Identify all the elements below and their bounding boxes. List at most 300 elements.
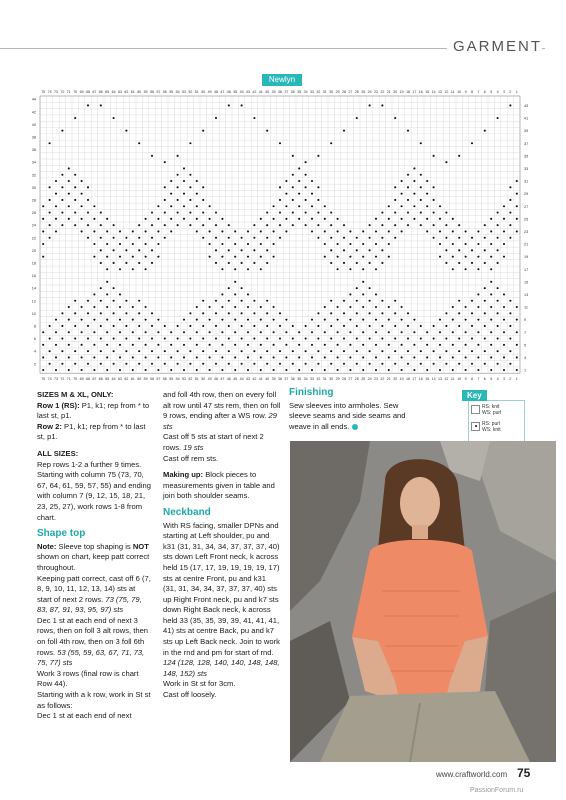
purl-stitch <box>292 199 294 201</box>
chart-row-label: 14 <box>31 286 36 291</box>
purl-stitch <box>145 344 147 346</box>
purl-stitch <box>234 230 236 232</box>
purl-stitch <box>247 230 249 232</box>
purl-stitch <box>202 350 204 352</box>
purl-stitch <box>61 212 63 214</box>
purl-stitch <box>413 356 415 358</box>
purl-stitch <box>202 130 204 132</box>
neckband-p5: Cast off loosely. <box>163 690 217 700</box>
purl-stitch <box>324 319 326 321</box>
purl-stitch <box>145 356 147 358</box>
purl-stitch <box>87 312 89 314</box>
purl-stitch <box>164 212 166 214</box>
purl-stitch <box>93 205 95 207</box>
purl-stitch <box>362 344 364 346</box>
chart-col-label: 29 <box>335 90 340 94</box>
purl-stitch <box>241 325 243 327</box>
purl-stitch <box>445 237 447 239</box>
purl-stitch <box>477 306 479 308</box>
purl-stitch <box>87 224 89 226</box>
chart-col-label: 20 <box>393 90 398 94</box>
purl-stitch <box>477 319 479 321</box>
purl-stitch <box>266 224 268 226</box>
purl-stitch <box>381 212 383 214</box>
chart-col-label: 16 <box>418 377 423 382</box>
key-row-2-ws: WS: knit <box>482 427 501 433</box>
purl-stitch <box>177 174 179 176</box>
purl-stitch <box>369 325 371 327</box>
purl-stitch <box>132 306 134 308</box>
purl-stitch <box>503 331 505 333</box>
purl-stitch <box>413 167 415 169</box>
purl-stitch <box>241 237 243 239</box>
purl-stitch <box>509 237 511 239</box>
shape-p2-count: 53 (55, 59, 63, 67, 71, 73, 75, 77) sts <box>37 647 145 668</box>
chart-col-label: 26 <box>354 377 359 382</box>
purl-stitch <box>189 224 191 226</box>
purl-stitch <box>177 350 179 352</box>
purl-stitch <box>305 350 307 352</box>
purl-stitch <box>458 338 460 340</box>
purl-stitch <box>503 369 505 371</box>
purl-stitch <box>221 319 223 321</box>
purl-stitch <box>490 268 492 270</box>
purl-stitch <box>490 230 492 232</box>
purl-stitch <box>509 212 511 214</box>
purl-stitch <box>189 186 191 188</box>
knitting-chart <box>28 84 540 384</box>
purl-stitch <box>215 212 217 214</box>
chart-col-label: 66 <box>98 377 103 382</box>
purl-stitch <box>305 224 307 226</box>
purl-stitch <box>497 338 499 340</box>
purl-stitch <box>61 312 63 314</box>
purl-stitch <box>388 243 390 245</box>
chart-row-label: 29 <box>524 192 529 197</box>
chart-row-label: 26 <box>31 211 36 216</box>
purl-stitch <box>81 306 83 308</box>
purl-stitch <box>183 193 185 195</box>
purl-stitch <box>401 356 403 358</box>
purl-stitch <box>170 180 172 182</box>
purl-stitch <box>375 331 377 333</box>
purl-stitch <box>381 363 383 365</box>
purl-stitch <box>177 212 179 214</box>
purl-stitch <box>324 230 326 232</box>
purl-stitch <box>196 218 198 220</box>
purl-stitch <box>234 281 236 283</box>
purl-stitch <box>388 344 390 346</box>
chart-row-label: 6 <box>33 337 36 342</box>
purl-stitch <box>394 199 396 201</box>
purl-stitch <box>516 180 518 182</box>
purl-stitch <box>215 262 217 264</box>
purl-stitch <box>509 363 511 365</box>
purl-stitch <box>266 312 268 314</box>
chart-col-label: 36 <box>290 90 295 94</box>
chart-col-label: 1 <box>515 90 518 94</box>
purl-stitch <box>497 237 499 239</box>
purl-stitch <box>221 369 223 371</box>
purl-stitch <box>234 319 236 321</box>
neckband-p4: Work in St st for 3cm. <box>163 679 236 689</box>
purl-stitch <box>279 325 281 327</box>
purl-stitch <box>151 325 153 327</box>
purl-stitch <box>305 186 307 188</box>
chart-col-label: 46 <box>226 377 231 382</box>
purl-stitch <box>189 212 191 214</box>
mid-p1: and foll 4th row, then on every foll alt row until 47 sts rem, then on foll 9 rows, ending after a WS row. <box>163 390 281 421</box>
purl-stitch <box>337 256 339 258</box>
purl-stitch <box>401 306 403 308</box>
purl-stitch <box>215 300 217 302</box>
purl-stitch <box>119 256 121 258</box>
purl-stitch <box>439 205 441 207</box>
purl-stitch <box>362 293 364 295</box>
purl-stitch <box>311 230 313 232</box>
purl-stitch <box>407 363 409 365</box>
purl-stitch <box>343 325 345 327</box>
purl-stitch <box>509 350 511 352</box>
purl-stitch <box>362 356 364 358</box>
row2-text: P1, k1; rep from * to last st, p1. <box>37 421 146 442</box>
purl-stitch <box>202 300 204 302</box>
purl-stitch <box>413 193 415 195</box>
chart-col-label: 49 <box>207 377 212 382</box>
purl-stitch <box>266 249 268 251</box>
purl-stitch <box>228 224 230 226</box>
purl-stitch <box>477 356 479 358</box>
purl-stitch <box>87 300 89 302</box>
chart-title: Newlyn <box>262 74 302 86</box>
purl-stitch <box>292 174 294 176</box>
chart-col-label: 71 <box>66 377 71 382</box>
purl-stitch <box>484 338 486 340</box>
purl-stitch <box>445 325 447 327</box>
purl-stitch <box>132 331 134 333</box>
purl-stitch <box>381 237 383 239</box>
purl-stitch <box>177 224 179 226</box>
purl-stitch <box>285 193 287 195</box>
purl-stitch <box>375 293 377 295</box>
purl-stitch <box>426 369 428 371</box>
purl-stitch <box>253 237 255 239</box>
purl-stitch <box>337 319 339 321</box>
purl-stitch <box>234 331 236 333</box>
purl-stitch <box>516 218 518 220</box>
purl-stitch <box>138 350 140 352</box>
purl-stitch <box>337 331 339 333</box>
purl-stitch <box>413 331 415 333</box>
purl-stitch <box>439 369 441 371</box>
purl-stitch <box>49 363 51 365</box>
purl-stitch <box>215 350 217 352</box>
purl-stitch <box>445 338 447 340</box>
purl-stitch <box>202 312 204 314</box>
purl-stitch <box>157 243 159 245</box>
purl-stitch <box>209 331 211 333</box>
purl-stitch <box>253 312 255 314</box>
chart-col-label: 7 <box>477 90 480 94</box>
chart-row-label: 37 <box>524 141 529 146</box>
purl-stitch <box>151 249 153 251</box>
purl-stitch <box>260 356 262 358</box>
purl-stitch <box>253 300 255 302</box>
purl-stitch <box>330 312 332 314</box>
purl-stitch <box>93 293 95 295</box>
purl-stitch <box>68 306 70 308</box>
chart-col-label: 70 <box>73 377 78 382</box>
purl-stitch <box>343 262 345 264</box>
purl-stitch <box>113 300 115 302</box>
chart-col-label: 46 <box>226 90 231 94</box>
purl-stitch <box>298 331 300 333</box>
purl-stitch <box>100 325 102 327</box>
purl-stitch <box>356 249 358 251</box>
purl-stitch <box>196 193 198 195</box>
chart-col-label: 64 <box>111 90 116 94</box>
chart-col-label: 36 <box>290 377 295 382</box>
chart-col-label: 15 <box>425 90 430 94</box>
purl-stitch <box>113 325 115 327</box>
purl-stitch <box>138 325 140 327</box>
chart-col-label: 52 <box>188 90 193 94</box>
chart-col-label: 2 <box>509 90 512 94</box>
purl-stitch <box>420 186 422 188</box>
purl-stitch <box>420 224 422 226</box>
chart-col-label: 73 <box>54 377 58 382</box>
purl-stitch <box>215 224 217 226</box>
purl-stitch <box>285 218 287 220</box>
purl-stitch <box>273 319 275 321</box>
purl-stitch <box>42 218 44 220</box>
purl-stitch <box>183 369 185 371</box>
purl-stitch <box>151 212 153 214</box>
purl-stitch <box>55 193 57 195</box>
purl-stitch <box>516 193 518 195</box>
chart-row-label: 18 <box>31 261 36 266</box>
chart-row-label: 35 <box>524 154 529 159</box>
purl-stitch <box>465 344 467 346</box>
purl-stitch <box>426 230 428 232</box>
chart-col-label: 72 <box>60 377 65 382</box>
purl-stitch <box>215 117 217 119</box>
purl-stitch <box>407 224 409 226</box>
purl-stitch <box>349 356 351 358</box>
purl-stitch <box>68 218 70 220</box>
purl-stitch <box>157 230 159 232</box>
chart-col-label: 1 <box>515 377 518 382</box>
purl-stitch <box>247 369 249 371</box>
purl-stitch <box>49 350 51 352</box>
purl-stitch <box>138 142 140 144</box>
purl-stitch <box>311 369 313 371</box>
purl-stitch <box>343 300 345 302</box>
purl-stitch <box>362 369 364 371</box>
purl-stitch <box>509 104 511 106</box>
purl-stitch <box>125 325 127 327</box>
purl-stitch <box>477 243 479 245</box>
purl-stitch <box>273 344 275 346</box>
purl-stitch <box>362 306 364 308</box>
chart-col-label: 43 <box>246 377 250 382</box>
purl-stitch <box>215 312 217 314</box>
end-mark-icon <box>352 424 358 430</box>
chart-col-label: 8 <box>471 377 473 382</box>
purl-stitch <box>394 338 396 340</box>
purl-stitch <box>317 363 319 365</box>
chart-col-label: 45 <box>233 90 238 94</box>
purl-stitch <box>202 186 204 188</box>
purl-stitch <box>394 237 396 239</box>
purl-stitch <box>394 117 396 119</box>
purl-stitch <box>317 350 319 352</box>
chart-row-label: 4 <box>33 349 36 354</box>
purl-stitch <box>215 338 217 340</box>
purl-stitch <box>477 256 479 258</box>
purl-stitch <box>196 331 198 333</box>
purl-stitch <box>465 306 467 308</box>
purl-stitch <box>503 243 505 245</box>
purl-stitch <box>465 356 467 358</box>
purl-stitch <box>100 287 102 289</box>
purl-stitch <box>401 193 403 195</box>
chart-col-label: 6 <box>483 90 486 94</box>
purl-stitch <box>407 325 409 327</box>
purl-stitch <box>420 338 422 340</box>
purl-stitch <box>471 312 473 314</box>
purl-stitch <box>74 174 76 176</box>
purl-stitch <box>119 344 121 346</box>
purl-stitch <box>125 262 127 264</box>
purl-stitch <box>362 319 364 321</box>
purl-stitch <box>343 224 345 226</box>
chart-col-label: 18 <box>406 90 410 94</box>
purl-stitch <box>452 319 454 321</box>
chart-col-label: 7 <box>477 377 480 382</box>
purl-stitch <box>311 344 313 346</box>
purl-stitch <box>106 256 108 258</box>
chart-col-label: 22 <box>380 377 385 382</box>
purl-stitch <box>324 331 326 333</box>
purl-dot-icon <box>475 425 477 427</box>
key-row-2-rs: RS: purl <box>482 421 501 427</box>
makeup-label: Making up: <box>163 470 204 480</box>
purl-stitch <box>503 230 505 232</box>
purl-stitch <box>343 237 345 239</box>
purl-stitch <box>189 199 191 201</box>
purl-stitch <box>337 218 339 220</box>
purl-stitch <box>317 224 319 226</box>
purl-stitch <box>279 350 281 352</box>
purl-stitch <box>375 243 377 245</box>
key-row-1-ws: WS: purl <box>482 410 502 416</box>
chart-row-label: 10 <box>31 311 36 316</box>
purl-stitch <box>260 319 262 321</box>
purl-stitch <box>445 212 447 214</box>
purl-stitch <box>125 249 127 251</box>
purl-stitch <box>61 338 63 340</box>
purl-stitch <box>484 130 486 132</box>
chart-row-label: 12 <box>31 299 36 304</box>
purl-stitch <box>407 174 409 176</box>
chart-row-label: 17 <box>524 267 529 272</box>
purl-stitch <box>349 293 351 295</box>
purl-stitch <box>439 256 441 258</box>
purl-stitch <box>260 243 262 245</box>
purl-stitch <box>375 319 377 321</box>
purl-stitch <box>61 350 63 352</box>
chart-col-label: 60 <box>137 377 142 382</box>
purl-stitch <box>151 338 153 340</box>
chart-row-label: 27 <box>524 204 529 209</box>
purl-stitch <box>119 230 121 232</box>
purl-stitch <box>305 363 307 365</box>
purl-stitch <box>369 350 371 352</box>
chart-col-label: 30 <box>329 90 334 94</box>
chart-col-label: 30 <box>329 377 334 382</box>
knit-square-icon <box>471 405 480 414</box>
chart-row-label: 24 <box>31 223 36 228</box>
purl-stitch <box>311 356 313 358</box>
purl-stitch <box>209 205 211 207</box>
purl-stitch <box>42 369 44 371</box>
purl-stitch <box>55 218 57 220</box>
purl-stitch <box>292 186 294 188</box>
purl-stitch <box>87 325 89 327</box>
chart-col-label: 48 <box>214 377 218 382</box>
purl-stitch <box>183 356 185 358</box>
purl-stitch <box>247 356 249 358</box>
purl-stitch <box>215 237 217 239</box>
purl-stitch <box>349 230 351 232</box>
chart-col-label: 38 <box>278 377 282 382</box>
purl-stitch <box>106 218 108 220</box>
purl-stitch <box>81 180 83 182</box>
purl-stitch <box>266 325 268 327</box>
purl-stitch <box>119 243 121 245</box>
purl-stitch <box>93 243 95 245</box>
chart-col-label: 72 <box>60 90 65 94</box>
purl-stitch <box>260 331 262 333</box>
purl-stitch <box>292 155 294 157</box>
purl-stitch <box>298 344 300 346</box>
purl-stitch <box>311 331 313 333</box>
purl-stitch <box>503 293 505 295</box>
purl-stitch <box>471 249 473 251</box>
purl-stitch <box>497 300 499 302</box>
purl-stitch <box>260 218 262 220</box>
chart-col-label: 57 <box>156 377 161 382</box>
purl-stitch <box>433 224 435 226</box>
purl-stitch <box>324 243 326 245</box>
purl-stitch <box>87 104 89 106</box>
purl-stitch <box>285 331 287 333</box>
chart-row-label: 16 <box>31 274 36 279</box>
purl-stitch <box>157 319 159 321</box>
purl-stitch <box>445 350 447 352</box>
purl-stitch <box>407 350 409 352</box>
chart-col-label: 33 <box>310 377 314 382</box>
chart-col-label: 57 <box>156 90 161 94</box>
purl-stitch <box>170 344 172 346</box>
purl-stitch <box>413 344 415 346</box>
shape-p2: Dec 1 st at each end of next 3 rows, then on foll 3 alt rows, then on foll 4th row, then on 3 foll 6th rows. <box>37 615 149 657</box>
purl-stitch <box>113 363 115 365</box>
purl-stitch <box>145 306 147 308</box>
purl-stitch <box>452 243 454 245</box>
purl-stitch <box>317 338 319 340</box>
